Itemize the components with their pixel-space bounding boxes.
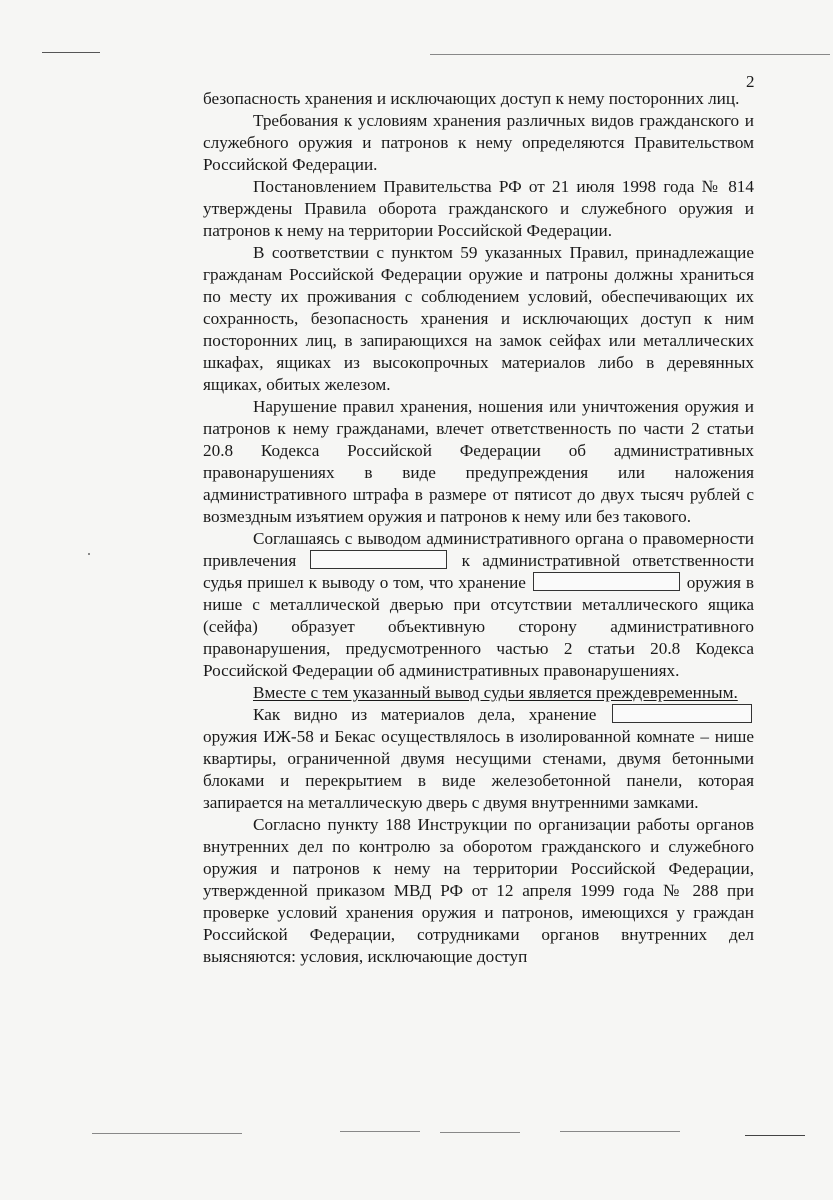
paragraph-2: Требования к условиям хранения различных видов гражданского и служебного оружия и патронов к нему определяются Правительством Российской Федерации.	[203, 111, 754, 174]
document-body	[203, 88, 754, 968]
paragraph-8-part-a: Как видно из материалов дела, хранение	[253, 705, 597, 724]
paragraph-3: Постановлением Правительства РФ от 21 июля 1998 года № 814 утверждены Правила оборота гражданского и служебного оружия и патронов к нему на территории Российской Федерации.	[203, 177, 754, 240]
scan-line-top-right	[430, 54, 830, 55]
paragraph-6-part-a: Соглашаясь с выводом административного органа о правомерности привлечения	[203, 529, 754, 570]
scan-line-bottom-4	[560, 1131, 680, 1132]
paragraph-4: В соответствии с пунктом 59 указанных Правил, принадлежащие гражданам Российской Федерации оружие и патроны должны храниться по месту их проживания с соблюдением условий, обеспечивающих их сохранность, безопасность хранения и исключающих доступ к ним посторонних лиц, в запирающихся на замок сейфах или металлических шкафах, ящиках из высокопрочных материалов либо в деревянных ящиках, обитых железом.	[203, 243, 754, 394]
scan-line-bottom-3	[440, 1132, 520, 1133]
paragraph-7: Вместе с тем указанный вывод судьи является преждевременным.	[253, 683, 738, 702]
page-number: 2	[746, 72, 755, 91]
redacted-name-box	[612, 704, 752, 723]
paragraph-6	[203, 528, 754, 682]
paragraph-5: Нарушение правил хранения, ношения или уничтожения оружия и патронов к нему гражданами, влечет ответственность по части 2 статьи 20.8 Кодекса Российской Федерации об административных правонарушениях в виде предупреждения или наложения административного штрафа в размере от пятисот до двух тысяч рублей с возмездным изъятием оружия и патронов к нему или без такового.	[203, 397, 754, 526]
paragraph-9: Согласно пункту 188 Инструкции по организации работы органов внутренних дел по контролю за оборотом гражданского и служебного оружия и патронов к нему на территории Российской Федерации, утвержденной приказом МВД РФ от 12 апреля 1999 года № 288 при проверке условий хранения оружия и патронов, имеющихся у граждан Российской Федерации, сотрудниками органов внутренних дел выясняются: условия, исключающие доступ	[203, 815, 754, 966]
scan-dot	[88, 553, 90, 555]
scan-line-bottom-1	[92, 1133, 242, 1134]
paragraph-6-part-b: к административной ответственности судья пришел к выводу о том, что хранение	[203, 551, 755, 592]
redacted-name-box	[533, 572, 680, 591]
scan-line-bottom-5	[745, 1135, 805, 1136]
paragraph-8-part-b: оружия ИЖ-58 и Бекас осуществлялось в изолированной комнате – нише квартиры, ограниченной двумя несущими стенами, двумя бетонными блоками и перекрытием в виде железобетонной панели, которая запирается на металлическую дверь с двумя внутренними замками.	[203, 727, 754, 812]
scan-line-top-left	[42, 52, 100, 53]
paragraph-8	[203, 704, 754, 814]
redacted-name-box	[310, 550, 447, 569]
paragraph-1: безопасность хранения и исключающих доступ к нему посторонних лиц.	[203, 89, 740, 108]
scan-line-bottom-2	[340, 1131, 420, 1132]
paragraph-6-part-c: оружия в нише с металлической дверью при отсутствии металлического ящика (сейфа) образует объективную сторону административного правонарушения, предусмотренного частью 2 статьи 20.8 Кодекса Российской Федерации об административных правонарушениях.	[203, 573, 755, 680]
